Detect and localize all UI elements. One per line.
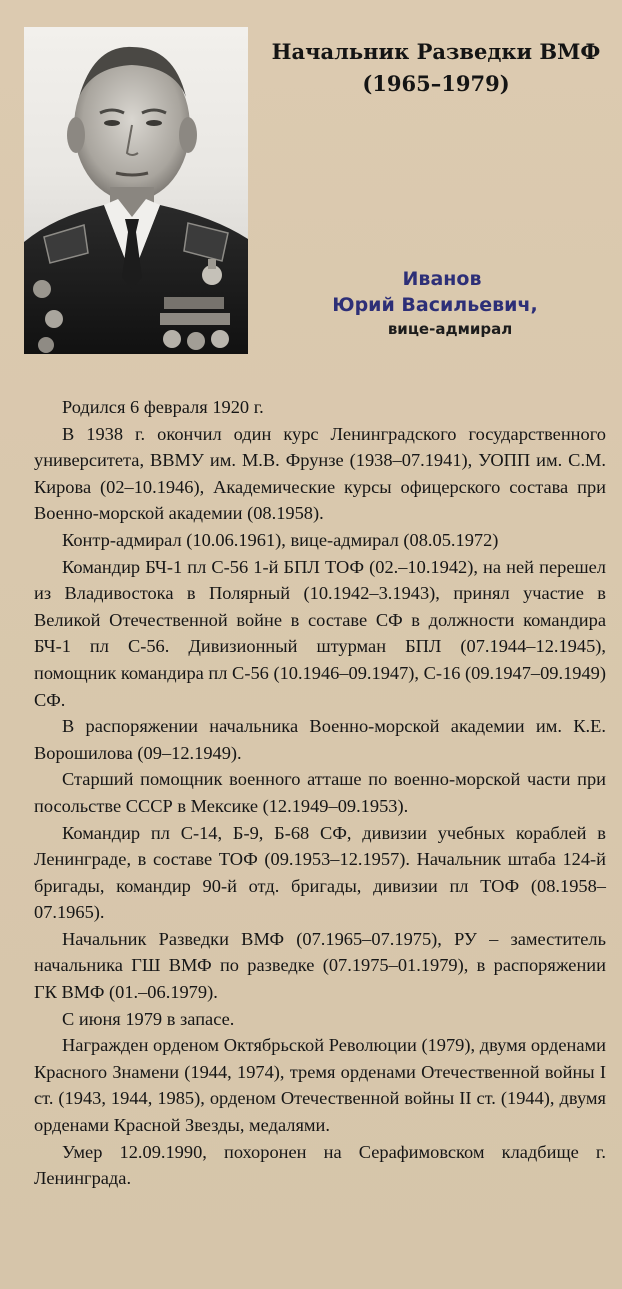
person-surname: Иванов	[402, 268, 482, 290]
bio-paragraph: Старший помощник военного атташе по военно-морской части при посольстве СССР в Мексике (12.1949–09.1953).	[34, 769, 606, 816]
portrait-photo-icon	[24, 27, 248, 354]
bio-paragraph: Контр-адмирал (10.06.1961), вице-адмирал (08.05.1972)	[62, 529, 499, 550]
bio-paragraph: С июня 1979 в запасе.	[62, 1008, 235, 1029]
person-name-block	[270, 266, 600, 340]
page-heading	[250, 36, 622, 100]
bio-paragraph: Начальник Разведки ВМФ (07.1965–07.1975), РУ – заместитель начальника ГШ ВМФ по разведке (07.1975–01.1979), в распоряжении ГК ВМФ (01.–06.1979).	[34, 928, 606, 1003]
person-rank: вице-адмирал	[387, 320, 513, 338]
portrait-photo	[24, 27, 248, 354]
bio-paragraph: Командир БЧ-1 пл С-56 1-й БПЛ ТОФ (02.–10.1942), на ней перешел из Владивостока в Полярный (10.1942–3.1943), принял участие в Великой Отечественной войне в составе СФ в должности командира БЧ-1 пл С-56. Дивизионный штурман БПЛ (07.1944–12.1945), помощник командира пл С-56 (10.1946–09.1947), С-16 (09.1947–09.1949) СФ.	[34, 556, 606, 710]
bio-paragraph: В распоряжении начальника Военно-морской академии им. К.Е. Ворошилова (09–12.1949).	[34, 716, 606, 763]
bio-paragraph: Умер 12.09.1990, похоронен на Серафимовском кладбище г. Ленинграда.	[34, 1141, 606, 1189]
bio-paragraph: Родился 6 февраля 1920 г.	[62, 397, 264, 417]
bio-paragraph: В 1938 г. окончил один курс Ленинградского государственного университета, ВВМУ им. М.В. Фрунзе (1938–07.1941), УОПП им. С.М. Кирова (02–10.1946), Академические курсы офицерского состава при Военно-морской академии (08.1958).	[34, 423, 606, 524]
bio-paragraph: Награжден орденом Октябрьской Революции (1979), двумя орденами Красного Знамени (1944, 1974), тремя орденами Отечественной войны I ст. (1943, 1944, 1985), орденом Отечественной войны II ст. (1944), двумя орденами Красной Звезды, медалями.	[34, 1035, 606, 1136]
bio-paragraph: Командир пл С-14, Б-9, Б-68 СФ, дивизии учебных кораблей в Ленинграде, в составе ТОФ (09.1953–12.1957). Начальник штаба 124-й бригады, командир 90-й отд. бригады, дивизии пл ТОФ (08.1958–07.1965).	[34, 822, 606, 923]
heading-years: (1965–1979)	[362, 71, 510, 96]
person-given-names: Юрий Васильевич,	[332, 294, 538, 316]
heading-title: Начальник Разведки ВМФ	[271, 39, 601, 64]
biography-text	[34, 394, 606, 1192]
